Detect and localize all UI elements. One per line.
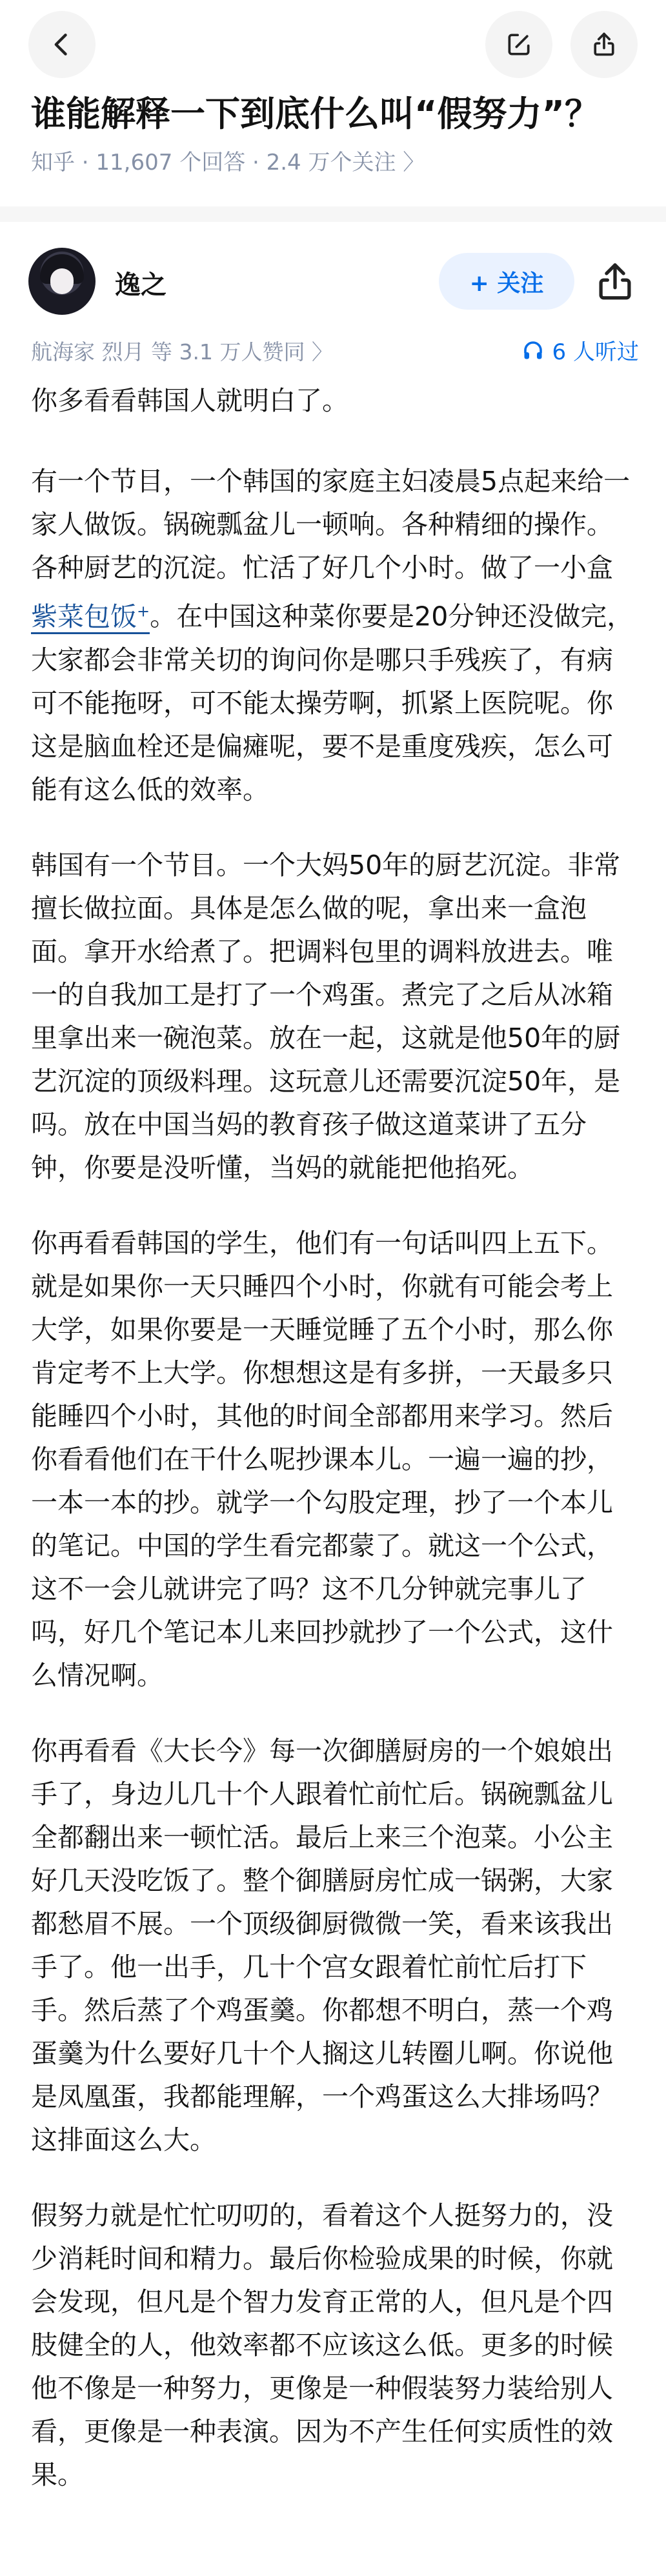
answer-paragraph: 你再看看《大长今》每一次御膳厨房的一个娘娘出手了，身边儿几十个人跟着忙前忙后。锅碗瓢盆儿全都翻出来一顿忙活。最后上来三个泡菜。小公主好几天没吃饭了。整个御膳厨房忙成一锅粥，大家都愁眉不展。一个顶级御厨微微一笑，看来该我出手了。他一出手，几十个宫女跟着忙前忙后打下手。然后蒸了个鸡蛋羹。你都想不明白，蒸一个鸡蛋羹为什么要好几十个人搁这儿转圈儿啊。你说他是凤凰蛋，我都能理解，一个鸡蛋这么大排场吗？这排面这么大。 [31, 1735, 613, 2155]
avatar[interactable] [28, 248, 96, 315]
listen-label: 6 人听过 [552, 339, 639, 365]
headphones-icon [521, 339, 545, 362]
author-row [0, 239, 666, 323]
answer-paragraph: 你再看看韩国的学生，他们有一句话叫四上五下。就是如果你一天只睡四个小时，你就有可能会考上大学，如果你要是一天睡觉睡了五个小时，那么你肯定考不上大学。你想想这是有多拼，一天最多只能睡四个小时，其他的时间全部都用来学习。然后你看看他们在干什么呢抄课本儿。一遍一遍的抄，一本一本的抄。就学一个勾股定理，抄了一个本儿的笔记。中国的学生看完都蒙了。就这一个公式，这不一会儿就讲完了吗？这不几分钟就完事儿了吗，好几个笔记本儿来回抄就抄了一个公式，这什么情况啊。 [31, 1227, 613, 1691]
question-title[interactable]: 谁能解释一下到底什么叫“假努力”？ [31, 94, 600, 134]
answer-paragraph: 韩国有一个节目。一个大妈50年的厨艺沉淀。非常擅长做拉面。具体是怎么做的呢，拿出来一盒泡面。拿开水给煮了。把调料包里的调料放进去。唯一的自我加工是打了一个鸡蛋。煮完了之后从冰箱里拿出来一碗泡菜。放在一起，这就是他50年的厨艺沉淀的顶级料理。这玩意儿还需要沉淀50年，是吗。放在中国当妈的教育孩子做这道菜讲了五分钟，你要是没听懂，当妈的就能把他掐死。 [31, 849, 621, 1183]
question-meta[interactable]: 知乎 · 11,607 个回答 · 2.4 万个关注 〉 [31, 150, 425, 175]
answer-paragraph: 你多看看韩国人就明白了。 [31, 385, 348, 416]
author-name[interactable]: 逸之 [115, 270, 166, 300]
follow-button[interactable]: + 关注 [439, 253, 574, 310]
share-top-button[interactable] [570, 11, 638, 78]
listen-count[interactable] [521, 334, 639, 366]
back-button[interactable] [28, 11, 96, 78]
answer-text: 。在中国这种菜你要是20分钟还没做完，大家都会非常关切的询问你是哪只手残疾了，有病可不能拖呀，可不能太操劳啊，抓紧上医院呢。你这是脑血栓还是偏瘫呢，要不是重度残疾，怎么可能有这么低的效率。 [31, 601, 634, 805]
answer-content [31, 379, 638, 2529]
edit-icon [505, 30, 533, 59]
answer-voters[interactable]: 航海家 烈月 等 3.1 万人赞同 〉 [31, 339, 333, 364]
answer-paragraph [31, 460, 638, 812]
answer-paragraph: 假努力就是忙忙叨叨的，看着这个人挺努力的，没少消耗时间和精力。最后你检验成果的时候，你就会发现，但凡是个智力发育正常的人，但凡是个四肢健全的人，他效率都不应该这么低。更多的时候他不像是一种努力，更像是一种假装努力装给别人看，更像是一种表演。因为不产生任何实质性的效果。 [31, 2199, 613, 2490]
top-navigation-bar [0, 0, 666, 81]
keyword-link[interactable]: 紫菜包饭+ [31, 601, 150, 634]
back-chevron-icon [48, 30, 76, 59]
edit-button[interactable] [485, 11, 552, 78]
share-icon[interactable] [592, 259, 638, 305]
section-divider [0, 206, 666, 222]
answer-text: 有一个节目，一个韩国的家庭主妇凌晨5点起来给一家人做饭。锅碗瓢盆儿一顿响。各种精细的操作。各种厨艺的沉淀。忙活了好几个小时。做了一小盒 [31, 466, 631, 583]
share-icon [590, 30, 618, 59]
